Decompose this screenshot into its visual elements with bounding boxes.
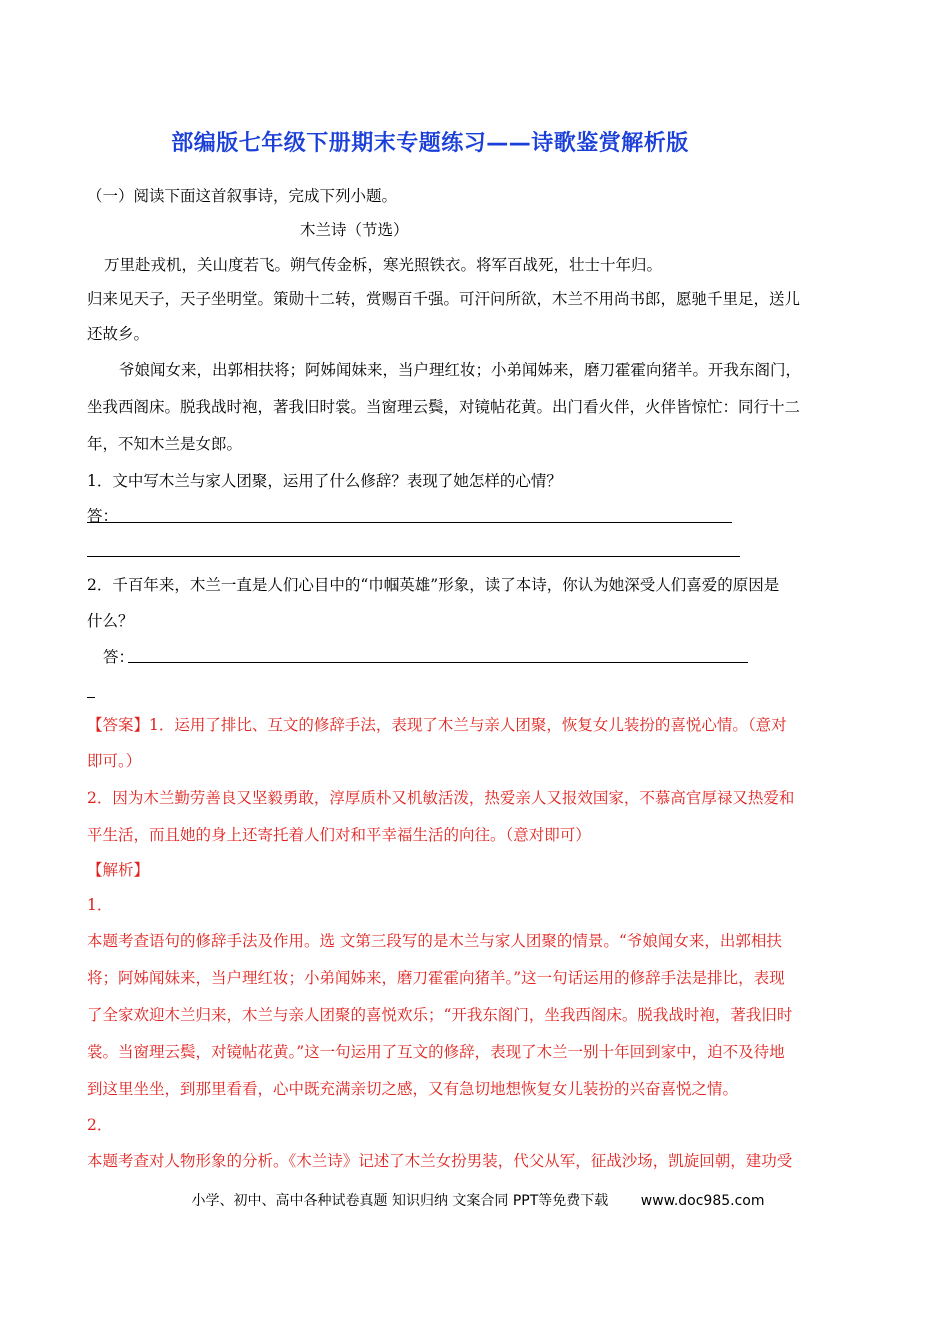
answer-2-cont: 平生活，而且她的身上还寄托着人们对和平幸福生活的向往。（意对即可） bbox=[87, 826, 591, 844]
poem-line: 还故乡。 bbox=[87, 325, 150, 343]
answer-1-cont: 即可。） bbox=[87, 752, 142, 770]
answer-1-text: 1．运用了排比、互文的修辞手法，表现了木兰与亲人团聚，恢复女儿装扮的喜悦心情。（意对 bbox=[149, 716, 787, 734]
page-footer bbox=[0, 1190, 950, 1210]
analysis-paragraph: 到这里坐坐，到那里看看，心中既充满亲切之感，又有急切地想恢复女儿装扮的兴奋喜悦之情。 bbox=[87, 1080, 739, 1098]
poem-line: 年，不知木兰是女郎。 bbox=[87, 435, 243, 453]
poem-line: 万里赴戎机，关山度若飞。朔气传金柝，寒光照铁衣。将军百战死，壮士十年归。 bbox=[104, 256, 663, 274]
page-title: 部编版七年级下册期末专题练习——诗歌鉴赏解析版 bbox=[171, 131, 689, 156]
analysis-paragraph: 裳。当窗理云鬓，对镜帖花黄。”这一句运用了互文的修辞，表现了木兰一别十年回到家中，迫不及待地 bbox=[87, 1043, 785, 1061]
analysis-label: 【解析】 bbox=[87, 861, 150, 879]
analysis-paragraph: 了全家欢迎木兰归来，木兰与亲人团聚的喜悦欢乐；“开我东阁门，坐我西阁床。脱我战时袍，著我旧时 bbox=[87, 1006, 793, 1024]
question-2: 2．千百年来，木兰一直是人们心目中的“巾帼英雄”形象，读了本诗，你认为她深受人们喜爱的原因是 bbox=[87, 576, 780, 594]
poem-heading: 木兰诗（节选） bbox=[300, 221, 409, 239]
poem-line: 爷娘闻女来，出郭相扶将；阿姊闻妹来，当户理红妆；小弟闻姊来，磨刀霍霍向猪羊。开我东阁门， bbox=[119, 361, 802, 379]
question-1: 1．文中写木兰与家人团聚，运用了什么修辞？表现了她怎样的心情？ bbox=[87, 472, 562, 490]
answer-line bbox=[87, 697, 95, 698]
answer-label: 【答案】 bbox=[87, 716, 150, 734]
poem-line: 坐我西阁床。脱我战时袍，著我旧时裳。当窗理云鬓，对镜帖花黄。出门看火伴，火伴皆惊忙：同行十二 bbox=[87, 398, 801, 416]
analysis-number-1: 1． bbox=[87, 896, 113, 914]
intro-text: （一）阅读下面这首叙事诗，完成下列小题。 bbox=[87, 187, 398, 205]
answer-1 bbox=[87, 714, 867, 736]
footer-text: 小学、初中、高中各种试卷真题 知识归纳 文案合同 PPT等免费下载 bbox=[191, 1193, 609, 1209]
analysis-paragraph: 将；阿姊闻妹来，当户理红妆；小弟闻姊来，磨刀霍霍向猪羊。”这一句话运用的修辞手法是排比，表现 bbox=[87, 969, 785, 987]
answer-label-2: 答： bbox=[103, 648, 135, 666]
footer-site-link[interactable]: www.doc985.com bbox=[640, 1193, 765, 1209]
question-2-cont: 什么？ bbox=[87, 612, 134, 630]
answer-line bbox=[87, 556, 740, 557]
answer-line bbox=[87, 522, 732, 523]
analysis-paragraph: 本题考查对人物形象的分析。《木兰诗》记述了木兰女扮男装，代父从军，征战沙场，凯旋回朝，建功受 bbox=[87, 1152, 793, 1170]
answer-line bbox=[128, 662, 748, 663]
answer-2: 2．因为木兰勤劳善良又坚毅勇敢，淳厚质朴又机敏活泼，热爱亲人又报效国家，不慕高官厚禄又热爱和 bbox=[87, 789, 795, 807]
answer-label-1: 答： bbox=[87, 507, 119, 525]
analysis-paragraph: 本题考查语句的修辞手法及作用。选 文第三段写的是木兰与家人团聚的情景。“爷娘闻女来，出郭相扶 bbox=[87, 932, 782, 950]
analysis-number-2: 2． bbox=[87, 1116, 113, 1134]
poem-line: 归来见天子，天子坐明堂。策勋十二转，赏赐百千强。可汗问所欲，木兰不用尚书郎，愿驰千里足，送儿 bbox=[87, 290, 801, 308]
